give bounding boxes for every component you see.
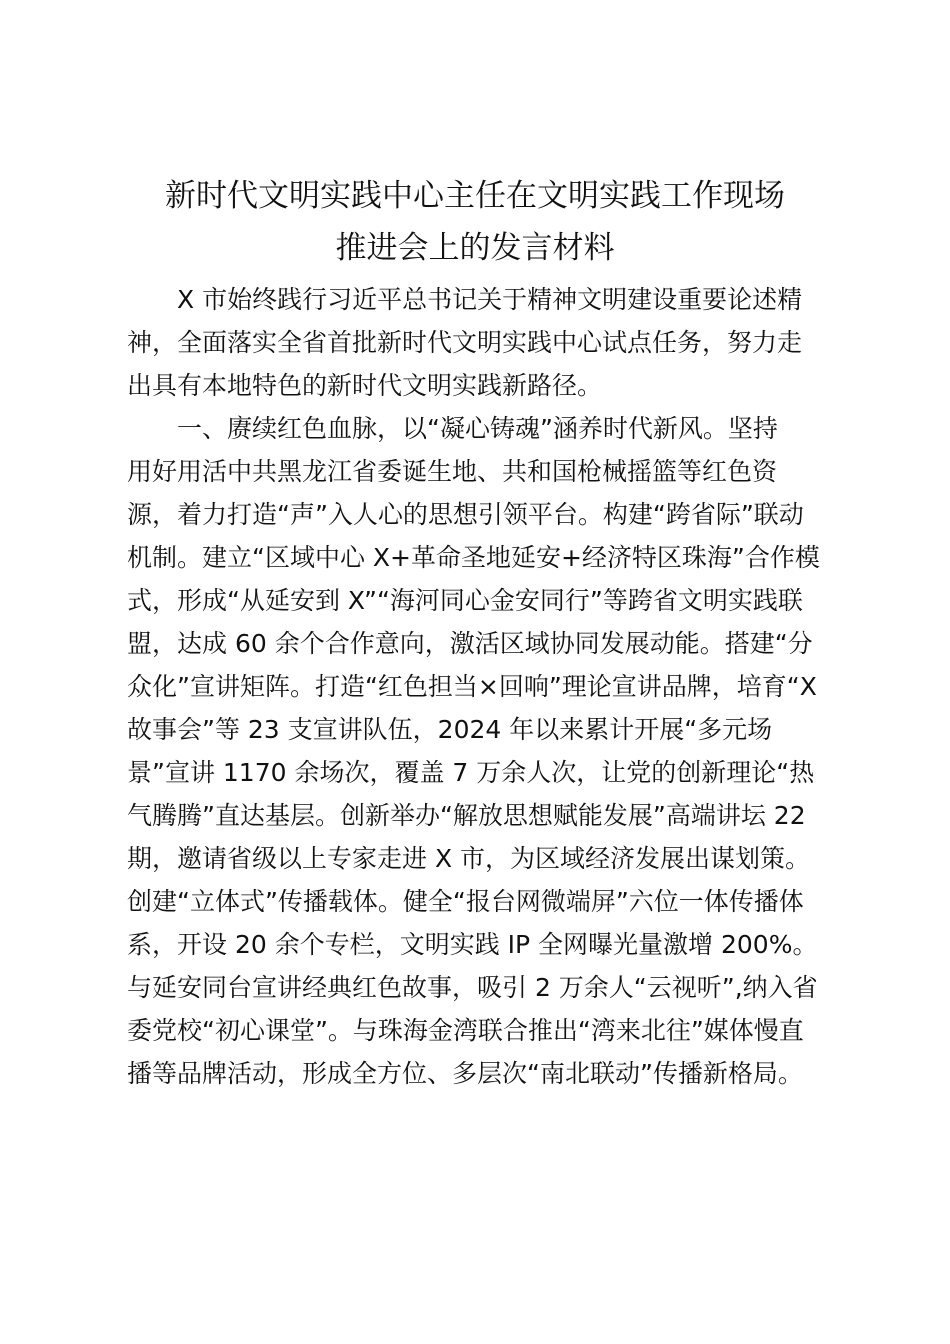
body-line-8: 式，形成“从延安到 X”“海河同心金安同行”等跨省文明实践联 — [127, 586, 803, 615]
body-line-18: 委党校“初心课堂”。与珠海金湾联合推出“湾来北往”媒体慢直 — [127, 1016, 804, 1045]
body-line-1: X 市始终践行习近平总书记关于精神文明建设重要论述精 — [177, 285, 803, 314]
body-line-11: 故事会”等 23 支宣讲队伍，2024 年以来累计开展“多元场 — [127, 715, 773, 744]
body-line-6: 源，着力打造“声”入人心的思想引领平台。构建“跨省际”联动 — [127, 500, 804, 529]
document-title-line-1: 新时代文明实践中心主任在文明实践工作现场 — [165, 178, 785, 214]
body-line-9: 盟，达成 60 余个合作意向，激活区域协同发展动能。搭建“分 — [127, 629, 813, 658]
body-line-10: 众化”宣讲矩阵。打造“红色担当×回响”理论宣讲品牌，培育“X — [127, 672, 817, 701]
body-line-3: 出具有本地特色的新时代文明实践新路径。 — [127, 371, 603, 400]
body-line-19: 播等品牌活动，形成全方位、多层次“南北联动”传播新格局。 — [127, 1059, 803, 1088]
body-line-12: 景”宣讲 1170 余场次，覆盖 7 万余人次，让党的创新理论“热 — [127, 758, 815, 787]
body-line-5: 用好用活中共黑龙江省委诞生地、共和国枪械摇篮等红色资 — [127, 457, 778, 486]
body-line-7: 机制。建立“区域中心 X+革命圣地延安+经济特区珠海”合作模 — [127, 543, 820, 572]
body-line-2: 神，全面落实全省首批新时代文明实践中心试点任务，努力走 — [127, 328, 803, 357]
body-line-14: 期，邀请省级以上专家走进 X 市，为区域经济发展出谋划策。 — [127, 844, 811, 873]
document-title-line-2: 推进会上的发言材料 — [335, 230, 615, 266]
body-line-16: 系，开设 20 余个专栏，文明实践 IP 全网曝光量激增 200%。 — [127, 930, 818, 959]
body-line-13: 气腾腾”直达基层。创新举办“解放思想赋能发展”高端讲坛 22 — [127, 801, 806, 830]
body-line-4: 一、赓续红色血脉，以“凝心铸魂”涵养时代新风。坚持 — [177, 414, 778, 443]
body-line-15: 创建“立体式”传播载体。健全“报台网微端屏”六位一体传播体 — [127, 887, 804, 916]
body-line-17: 与延安同台宣讲经典红色故事，吸引 2 万余人“云视听”,纳入省 — [127, 973, 818, 1002]
